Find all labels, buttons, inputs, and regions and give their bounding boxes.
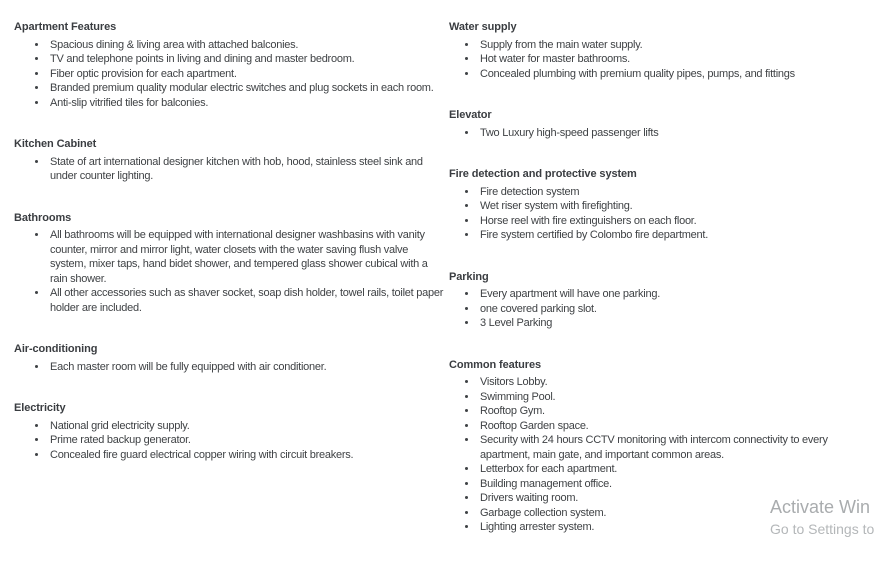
bullet-item: • Concealed plumbing with premium quality pipes, pumps, and fittings	[478, 67, 878, 82]
section-heading: Fire detection and protective system	[449, 168, 637, 180]
watermark-title: Activate Win	[770, 497, 871, 517]
section-kitchen-cabinet	[14, 137, 447, 184]
section-heading: Common features	[449, 358, 542, 371]
right-column	[449, 20, 878, 562]
bullet-item: • Supply from the main water supply.	[478, 38, 878, 53]
bullet-item: • All bathrooms will be equipped with international designer washbasins with vanity counter, mirror and mirror light, water closets with the water saving flush valve system, mixer taps, hand bidet shower, and tempered glass shower cubical with a rain shower.	[48, 228, 447, 286]
bullet-item: • Fiber optic provision for each apartment.	[48, 67, 447, 82]
bullet-item: • Every apartment will have one parking.	[478, 287, 878, 302]
bullet-list	[449, 375, 878, 535]
bullet-list	[14, 38, 447, 111]
bullet-item: • Fire system certified by Colombo fire department.	[478, 228, 878, 243]
bullet-list	[449, 126, 878, 141]
bullet-item: • Letterbox for each apartment.	[478, 462, 878, 477]
bullet-item: • TV and telephone points in living and dining and master bedroom.	[48, 52, 447, 67]
bullet-list	[14, 419, 447, 463]
watermark-subtitle: Go to Settings to	[770, 521, 875, 537]
section-heading: Parking	[449, 270, 489, 283]
section-heading: Apartment Features	[14, 21, 117, 33]
bullet-list	[449, 38, 878, 82]
bullet-list	[449, 287, 878, 331]
bullet-item: • Branded premium quality modular electric switches and plug sockets in each room.	[48, 81, 447, 96]
bullet-list	[449, 185, 878, 243]
section-heading: Elevator	[449, 109, 492, 121]
bullet-item: • Horse reel with fire extinguishers on each floor.	[478, 214, 878, 229]
bullet-item: • Rooftop Garden space.	[478, 419, 878, 434]
bullet-item: • Hot water for master bathrooms.	[478, 52, 878, 67]
left-column	[14, 20, 447, 489]
bullet-item: • Spacious dining & living area with attached balconies.	[48, 38, 447, 53]
bullet-item: • Two Luxury high-speed passenger lifts	[478, 126, 878, 141]
bullet-item: • Security with 24 hours CCTV monitoring with intercom connectivity to every apartment, main gate, and important common areas.	[478, 433, 878, 462]
section-apartment-features	[14, 20, 447, 110]
bullet-item: • All other accessories such as shaver socket, soap dish holder, towel rails, toilet paper holder are included.	[48, 286, 447, 315]
section-heading: Water supply	[449, 21, 517, 33]
section-air-conditioning	[14, 342, 447, 374]
bullet-item: • Prime rated backup generator.	[48, 433, 447, 448]
bullet-item: • State of art international designer kitchen with hob, hood, stainless steel sink and under counter lighting.	[48, 155, 447, 184]
section-heading: Electricity	[14, 402, 66, 414]
bullet-item: • Rooftop Gym.	[478, 404, 878, 419]
bullet-item: • Swimming Pool.	[478, 390, 878, 405]
section-elevator	[449, 108, 878, 140]
bullet-item: • Lighting arrester system.	[478, 520, 878, 535]
section-parking	[449, 270, 878, 331]
bullet-item: • Each master room will be fully equipped with air conditioner.	[48, 360, 447, 375]
bullet-item: • Anti-slip vitrified tiles for balconies.	[48, 96, 447, 111]
section-bathrooms	[14, 211, 447, 316]
section-water-supply	[449, 20, 878, 81]
section-fire-detection	[449, 167, 878, 243]
bullet-item: • Visitors Lobby.	[478, 375, 878, 390]
section-heading: Air-conditioning	[14, 343, 98, 355]
bullet-list	[14, 360, 447, 375]
bullet-item: • National grid electricity supply.	[48, 419, 447, 434]
bullet-item: • Garbage collection system.	[478, 506, 878, 521]
section-heading: Bathrooms	[14, 211, 72, 224]
bullet-item: • Building management office.	[478, 477, 878, 492]
bullet-item: • Concealed fire guard electrical copper wiring with circuit breakers.	[48, 448, 447, 463]
section-electricity	[14, 401, 447, 462]
bullet-item: • Drivers waiting room.	[478, 491, 878, 506]
bullet-item: • Wet riser system with firefighting.	[478, 199, 878, 214]
bullet-item: • one covered parking slot.	[478, 302, 878, 317]
bullet-list	[14, 155, 447, 184]
bullet-item: • 3 Level Parking	[478, 316, 878, 331]
bullet-item: • Fire detection system	[478, 185, 878, 200]
bullet-list	[14, 228, 447, 315]
section-heading: Kitchen Cabinet	[14, 138, 97, 150]
section-common-features	[449, 358, 878, 535]
